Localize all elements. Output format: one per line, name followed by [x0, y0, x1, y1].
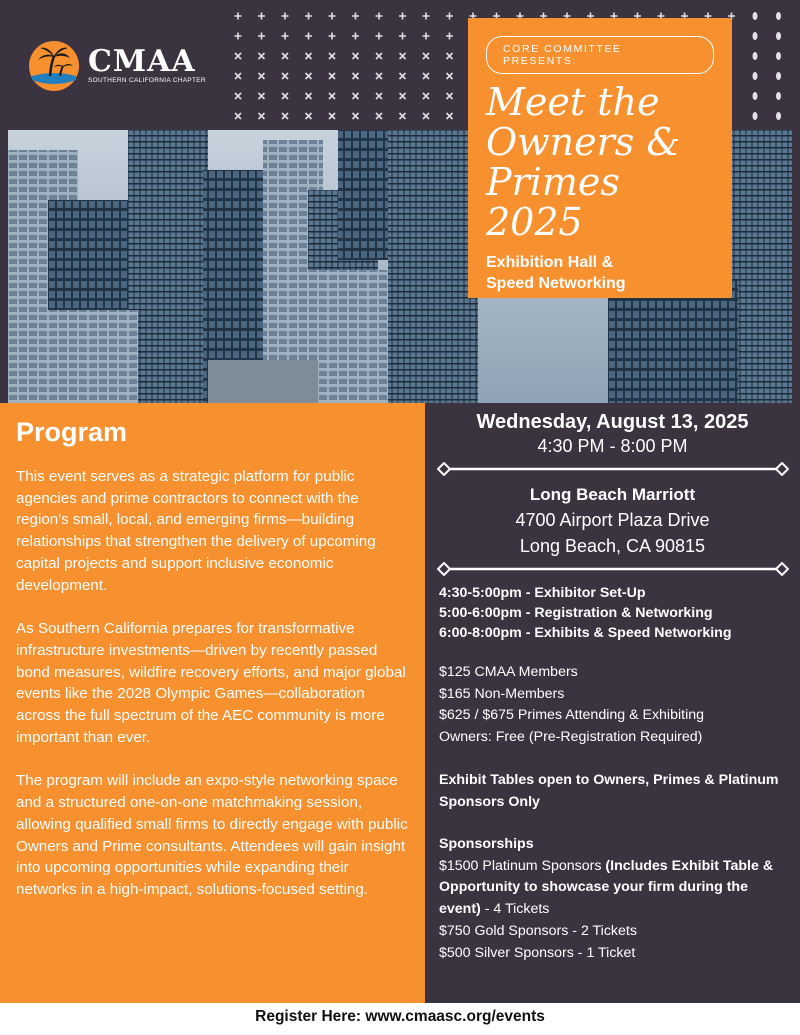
register-link[interactable]: Register Here: www.cmaasc.org/events	[255, 1008, 545, 1025]
program-paragraph: As Southern California prepares for transformative infrastructure investments—driven by recently passed bond measures, wildfire recovery efforts, and major global events like the 2028 Olympic Games—collaboration across the full spectrum of the AEC community is more important than ever.	[16, 620, 406, 746]
sponsor-silver: $500 Silver Sponsors - 1 Ticket	[439, 944, 636, 961]
subtitle-line: Speed Networking	[486, 275, 626, 292]
venue-name: Long Beach Marriott	[529, 485, 696, 504]
schedule-item: 4:30-5:00pm - Exhibitor Set-Up	[439, 585, 646, 601]
sponsor-platinum-price: $1500 Platinum Sponsors	[439, 857, 606, 874]
schedule-list	[439, 583, 732, 643]
price-item: $165 Non-Members	[439, 685, 565, 702]
title-line: Meet the	[486, 80, 660, 124]
program-paragraph: The program will include an expo-style networking space and a structured one-on-one matchmaking session, allowing qualified small firms to directly engage with public Owners and Prime consultants. Attendees will gain insight into upcoming opportunities while expanding their networks in a high-impact, solutions-focused setting.	[16, 772, 408, 898]
event-header	[0, 0, 800, 403]
sponsorships-list	[439, 834, 784, 964]
exhibit-note: Exhibit Tables open to Owners, Primes & Platinum Sponsors Only	[439, 772, 779, 810]
event-date: Wednesday, August 13, 2025	[476, 411, 749, 433]
sponsor-platinum	[439, 856, 784, 921]
venue-city: Long Beach, CA 90815	[519, 536, 706, 556]
event-details-section	[425, 403, 800, 1003]
program-paragraph: This event serves as a strategic platform for public agencies and prime contractors to connect with the region's small, local, and emerging firms—building relationships that strengthen the delivery of upcoming capital projects and support inclusive economic development.	[16, 468, 376, 594]
presenter-badge: CORE COMMITTEE PRESENTS:	[486, 36, 714, 74]
palm-tree-icon	[28, 40, 80, 92]
divider	[437, 562, 789, 576]
title-line: 2025	[486, 200, 583, 244]
venue-info	[425, 483, 800, 559]
title-line: Primes	[486, 160, 620, 204]
logo-subtitle: SOUTHERN CALIFORNIA CHAPTER	[88, 77, 206, 84]
logo-name: CMAA	[88, 44, 196, 79]
divider	[437, 462, 789, 476]
venue-address: 4700 Airport Plaza Drive	[515, 510, 710, 530]
cmaa-logo	[28, 40, 206, 92]
event-subtitle	[486, 252, 714, 294]
pricing-list	[439, 662, 704, 749]
price-item: $625 / $675 Primes Attending & Exhibiting	[439, 707, 705, 724]
sponsor-platinum-note: (Includes Exhibit Table & Opportunity to showcase your firm during the event)	[439, 857, 774, 918]
schedule-item: 6:00-8:00pm - Exhibits & Speed Networking	[439, 625, 732, 641]
event-time: 4:30 PM - 8:00 PM	[537, 436, 688, 456]
subtitle-line: Exhibition Hall &	[486, 254, 614, 271]
program-section	[0, 403, 425, 1003]
sponsor-gold: $750 Gold Sponsors - 2 Tickets	[439, 922, 637, 939]
title-line: Owners &	[486, 120, 681, 164]
schedule-item: 5:00-6:00pm - Registration & Networking	[439, 605, 713, 621]
event-title-box	[468, 18, 732, 298]
price-item: $125 CMAA Members	[439, 664, 578, 680]
sponsorships-heading: Sponsorships	[439, 836, 534, 852]
sponsor-platinum-tickets: - 4 Tickets	[480, 901, 550, 918]
program-heading: Program	[16, 417, 128, 447]
event-title	[486, 82, 714, 242]
price-item: Owners: Free (Pre-Registration Required)	[439, 729, 703, 746]
